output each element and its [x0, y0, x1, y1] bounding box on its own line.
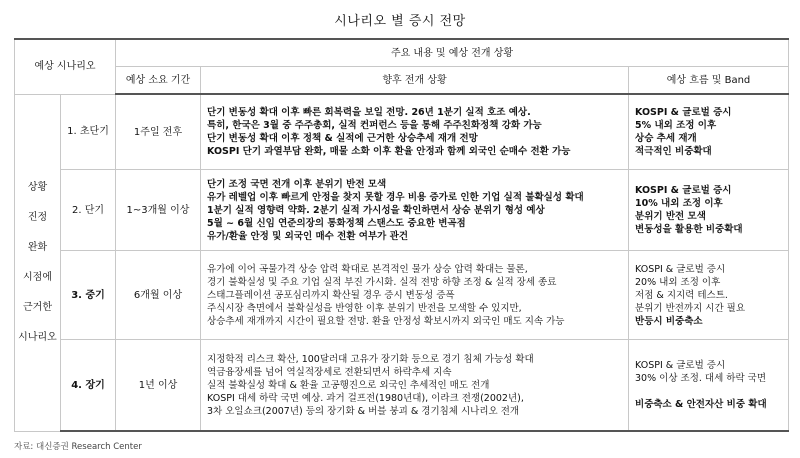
flow-line: KOSPI & 글로벌 증시: [635, 263, 726, 275]
flow-line: 분위기 반전 모색: [635, 211, 706, 222]
flow-line: 저점 & 지지력 테스트.: [635, 289, 728, 301]
outlook-line: 주식시장 측면에서 불확실성을 반영한 이후 분위기 반전을 모색할 수 있지만,: [207, 302, 522, 314]
flow-line: 5% 내외 조정 이후: [635, 120, 717, 131]
period-cell: 1~3개월 이상: [116, 170, 201, 251]
flow-line: KOSPI & 글로벌 증시: [635, 360, 726, 371]
outlook-line: 유가 레벨업 이후 빠르게 안정을 찾지 못할 경우 비용 증가로 인한 기업 실적 불확실성 확대: [207, 191, 584, 203]
stage-cell: 3. 중기: [61, 251, 116, 340]
side-label-line: 완화: [27, 241, 48, 253]
side-label: [15, 94, 61, 431]
outlook-line: 상승추세 재개까지 시간이 필요할 전망. 환율 안정성 확보시까지 외국인 매도 지속 가능: [207, 315, 565, 327]
flow-line: 20% 내외 조정 이후: [635, 276, 721, 288]
outlook-line: 실적 불확실성 확대 & 환율 고공행진으로 외국인 추세적인 매도 전개: [207, 379, 490, 391]
flow-line: 상승 추세 재개: [635, 133, 697, 144]
outlook-line: 유가에 이어 곡물가격 상승 압력 확대로 본격적인 물가 상승 압력 확대는 물론,: [207, 263, 528, 275]
outlook-line: 역금융장세를 넘어 역실적장세로 전환되면서 하락추세 지속: [207, 366, 452, 378]
flow-line: KOSPI & 글로벌 증시: [635, 107, 732, 118]
side-label-line: 상황: [27, 181, 48, 193]
outlook-line: KOSPI 대세 하락 국면 예상. 과거 걸프전(1980년대), 이라크 전쟁(2002년),: [207, 392, 524, 404]
outlook-cell: [201, 251, 629, 340]
outlook-cell: [201, 340, 629, 432]
outlook-line: KOSPI 단기 과열부담 완화, 매물 소화 이후 환율 안정과 함께 외국인 순매수 전환 가능: [207, 146, 571, 157]
table-row: [15, 340, 789, 432]
outlook-line: 특히, 한국은 3월 중 주주총회, 실적 컨퍼런스 등을 통해 주주친화정책 강화 가능: [207, 120, 542, 131]
flow-cell: [629, 94, 789, 170]
side-label-line: 시점에: [23, 271, 52, 283]
header-flow: 예상 흐름 및 Band: [629, 67, 789, 95]
flow-line: 반등시 비중축소: [635, 315, 703, 327]
flow-line: 분위기 반전까지 시간 필요: [635, 302, 746, 314]
flow-line: 변동성을 활용한 비중확대: [635, 224, 743, 235]
header-outlook: 향후 전개 상황: [201, 67, 629, 95]
table-row: [15, 251, 789, 340]
outlook-line: 1분기 실적 영향력 약화. 2분기 실적 가시성을 확인하면서 상승 분위기 형성 예상: [207, 204, 545, 216]
flow-line: [635, 385, 782, 398]
outlook-cell: [201, 94, 629, 170]
outlook-line: 3차 오일쇼크(2007년) 등의 장기화 & 버블 붕괴 & 경기침체 시나리오 전개: [207, 405, 520, 417]
table-row: [15, 94, 789, 170]
flow-cell: [629, 340, 789, 432]
header-scenario: 예상 시나리오: [15, 39, 116, 94]
outlook-line: 지정학적 리스크 확산, 100달러대 고유가 장기화 등으로 경기 침체 가능성 확대: [207, 353, 534, 365]
header-group: 주요 내용 및 예상 전개 상황: [116, 39, 789, 67]
flow-line: 적극적인 비중확대: [635, 146, 712, 157]
period-cell: 1년 이상: [116, 340, 201, 432]
period-cell: 6개월 이상: [116, 251, 201, 340]
outlook-line: 5월 ~ 6월 신임 연준의장의 통화정책 스탠스도 중요한 변곡점: [207, 217, 466, 229]
outlook-line: 단기 조정 국면 전개 이후 분위기 반전 모색: [207, 178, 387, 190]
table-row: [15, 170, 789, 251]
flow-line: 30% 이상 조정. 대세 하락 국면: [635, 373, 767, 384]
page-title: 시나리오 별 증시 전망: [334, 14, 466, 29]
side-label-line: 진정: [27, 211, 48, 223]
outlook-line: 유가/환율 안정 및 외국인 매수 전환 여부가 관건: [207, 230, 409, 242]
header-period: 예상 소요 기간: [116, 67, 201, 95]
flow-line: 비중축소 & 안전자산 비중 확대: [635, 399, 767, 410]
stage-cell: 2. 단기: [61, 170, 116, 251]
outlook-line: 단기 변동성 확대 이후 정책 & 실적에 근거한 상승추세 재개 전망: [207, 133, 478, 144]
outlook-line: 스태그플레이션 공포심리까지 확산될 경우 증시 변동성 증폭: [207, 289, 455, 301]
side-label-line: 시나리오: [18, 331, 57, 343]
flow-cell: [629, 251, 789, 340]
stage-cell: 1. 초단기: [61, 94, 116, 170]
side-label-line: 근거한: [23, 301, 52, 313]
scenario-table: [14, 38, 789, 432]
outlook-cell: [201, 170, 629, 251]
flow-cell: [629, 170, 789, 251]
outlook-line: 경기 불확실성 및 주요 기업 실적 부진 가시화. 실적 전망 하향 조정 & 실적 장세 종료: [207, 276, 557, 288]
flow-line: 10% 내외 조정 이후: [635, 198, 723, 209]
flow-line: KOSPI & 글로벌 증시: [635, 185, 732, 196]
stage-cell: 4. 장기: [61, 340, 116, 432]
period-cell: 1주일 전후: [116, 94, 201, 170]
source-note: 자료: 대신증권 Research Center: [14, 442, 142, 452]
outlook-line: 단기 변동성 확대 이후 빠른 회복력을 보일 전망. 26년 1분기 실적 호조 예상.: [207, 107, 531, 118]
